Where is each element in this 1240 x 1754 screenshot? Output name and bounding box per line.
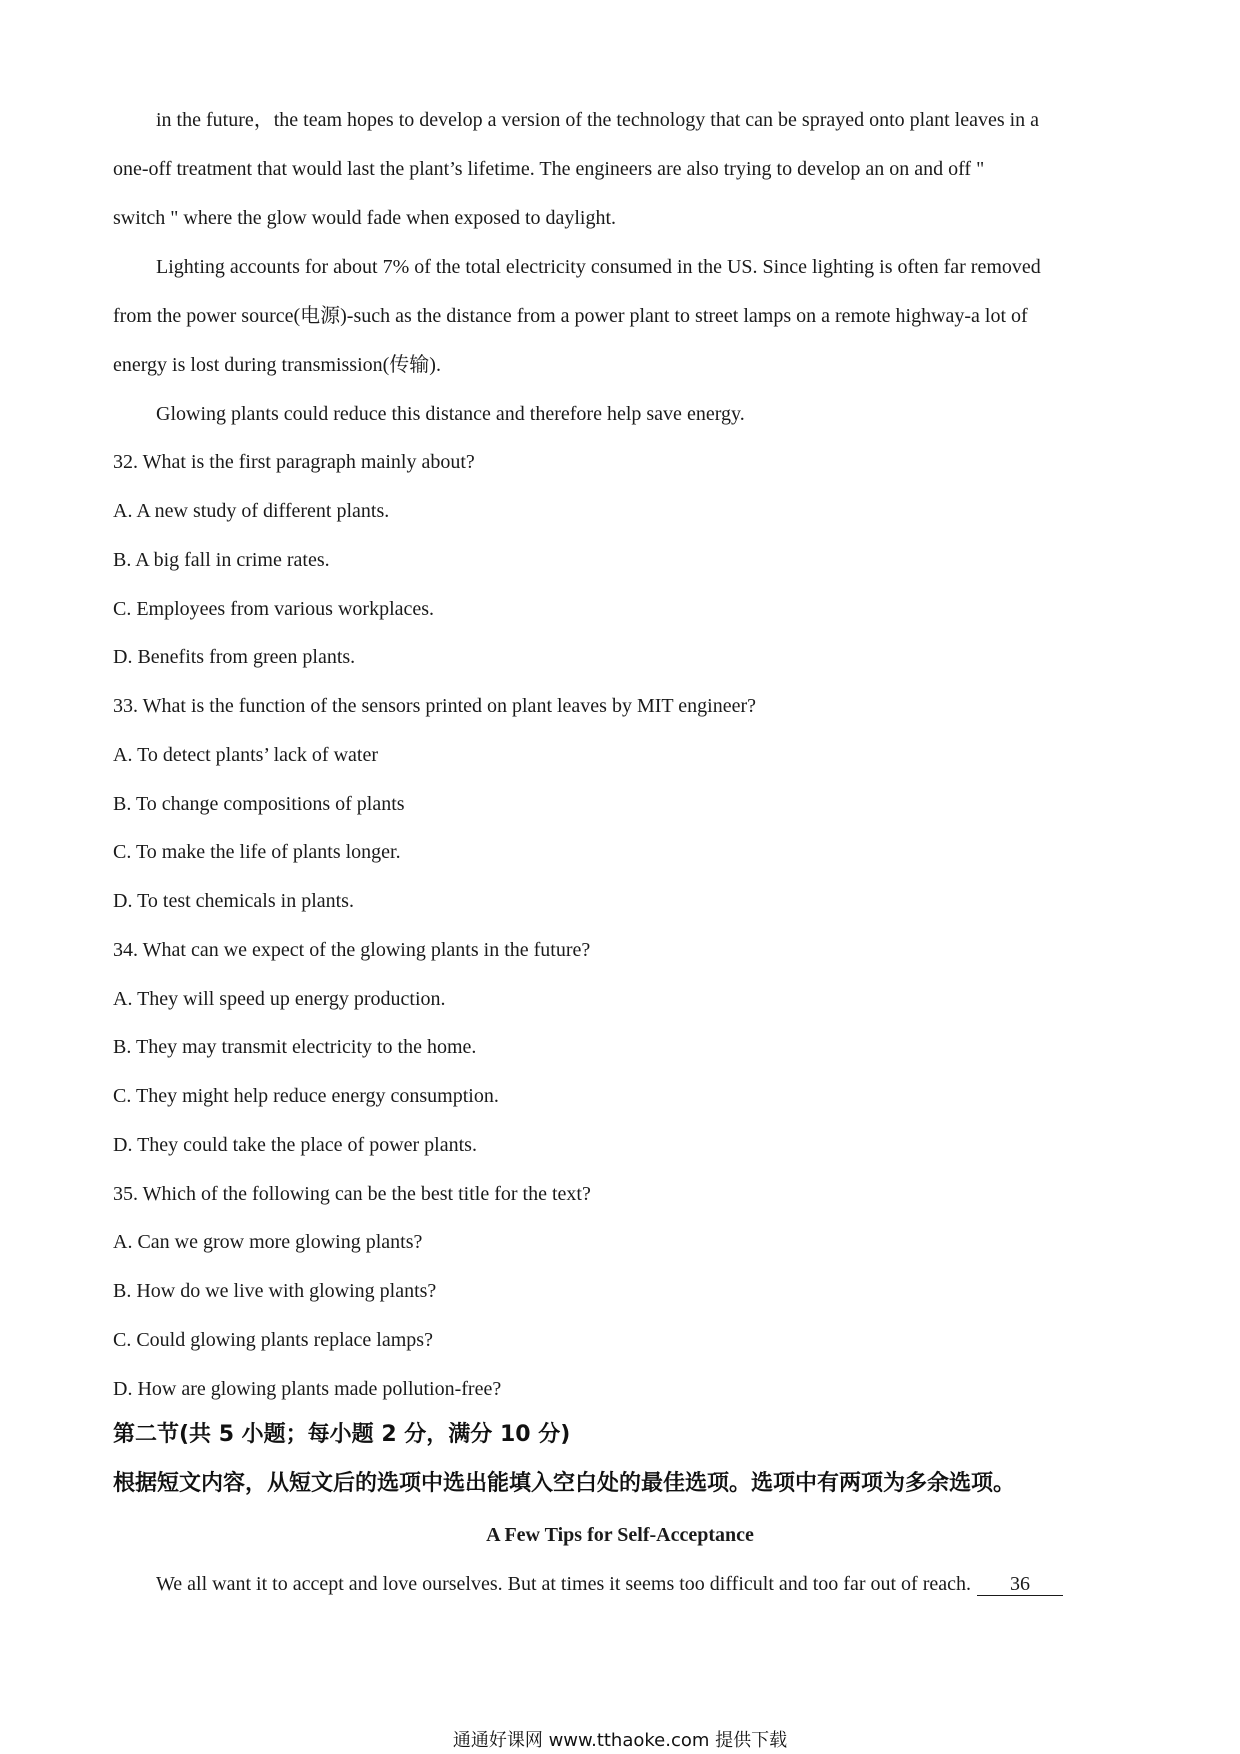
passage-title: A Few Tips for Self-Acceptance <box>486 1524 754 1546</box>
question-stem: 32. What is the first paragraph mainly about? <box>113 451 475 473</box>
answer-option: A. A new study of different plants. <box>113 500 390 522</box>
passage-text: We all want it to accept and love ourselves. But at times it seems too difficult and too far out of reach. <box>156 1573 972 1595</box>
answer-option: C. Could glowing plants replace lamps? <box>113 1329 433 1351</box>
answer-option: C. To make the life of plants longer. <box>113 841 401 863</box>
passage-line: energy is lost during transmission(传输). <box>113 354 441 376</box>
passage-line: switch " where the glow would fade when exposed to daylight. <box>113 207 617 229</box>
answer-option: C. Employees from various workplaces. <box>113 598 435 620</box>
answer-option: A. They will speed up energy production. <box>113 988 446 1010</box>
answer-option: B. How do we live with glowing plants? <box>113 1280 437 1302</box>
answer-option: A. To detect plants’ lack of water <box>113 744 378 766</box>
answer-option: B. A big fall in crime rates. <box>113 549 330 571</box>
section-instruction: 根据短文内容，从短文后的选项中选出能填入空白处的最佳选项。选项中有两项为多余选项。 <box>113 1471 1016 1496</box>
question-stem: 33. What is the function of the sensors printed on plant leaves by MIT engineer? <box>113 695 756 717</box>
passage-line: in the future，the team hopes to develop a version of the technology that can be sprayed onto plant leaves in a <box>156 109 1040 131</box>
passage-line: Glowing plants could reduce this distance and therefore help save energy. <box>156 403 745 425</box>
section-heading: 第二节(共 5 小题；每小题 2 分，满分 10 分) <box>113 1422 571 1447</box>
answer-option: D. How are glowing plants made pollution-free? <box>113 1378 502 1400</box>
answer-option: D. They could take the place of power plants. <box>113 1134 477 1156</box>
page-footer: 通通好课网 www.tthaoke.com 提供下载 <box>452 1730 788 1751</box>
passage-line: Lighting accounts for about 7% of the total electricity consumed in the US. Since lighting is often far removed <box>156 256 1041 278</box>
answer-option: C. They might help reduce energy consumption. <box>113 1085 499 1107</box>
passage-line: from the power source(电源)-such as the distance from a power plant to street lamps on a remote highway-a lot of <box>113 305 1028 327</box>
answer-option: D. Benefits from green plants. <box>113 646 356 668</box>
answer-option: B. To change compositions of plants <box>113 793 405 815</box>
answer-option: A. Can we grow more glowing plants? <box>113 1231 423 1253</box>
passage-line: one-off treatment that would last the plant’s lifetime. The engineers are also trying to develop an on and off " <box>113 158 985 180</box>
answer-option: D. To test chemicals in plants. <box>113 890 354 912</box>
answer-option: B. They may transmit electricity to the home. <box>113 1036 477 1058</box>
question-stem: 34. What can we expect of the glowing plants in the future? <box>113 939 591 961</box>
blank-36: 36 <box>977 1573 1063 1596</box>
passage-line <box>156 1572 1063 1596</box>
question-stem: 35. Which of the following can be the best title for the text? <box>113 1183 591 1205</box>
